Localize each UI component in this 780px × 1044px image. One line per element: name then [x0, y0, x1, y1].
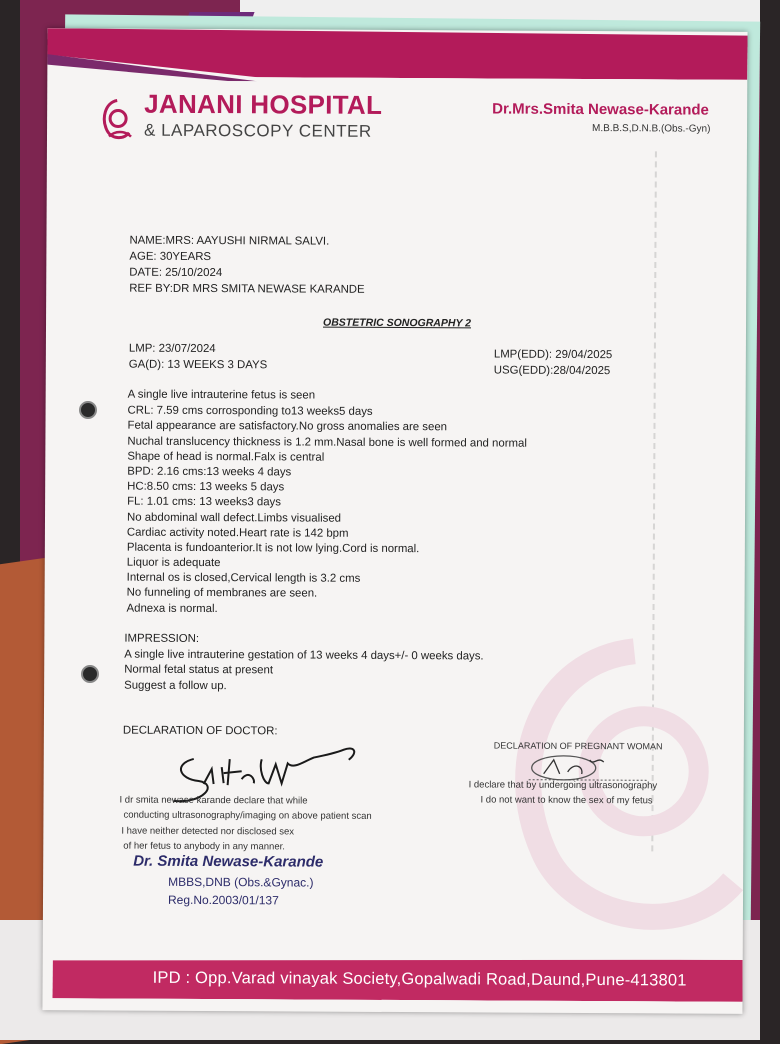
punch-hole — [79, 401, 97, 419]
finding-line: FL: 1.01 cms: 13 weeks3 days — [127, 495, 281, 509]
finding-line: Liquor is adequate — [126, 556, 221, 570]
report-date: DATE: 25/10/2024 — [129, 266, 223, 280]
patient-name: NAME:MRS: AAYUSHI NIRMAL SALVI. — [129, 234, 330, 248]
finding-line: Nuchal translucency thickness is 1.2 mm.Nasal bone is well formed and normal — [127, 435, 527, 450]
hospital-logo-icon — [99, 96, 135, 144]
hospital-subtitle: & LAPAROSCOPY CENTER — [143, 120, 372, 141]
finding-line: Placenta is fundoanterior.It is not low lying.Cord is normal. — [126, 541, 420, 556]
finding-line: Adnexa is normal. — [126, 602, 218, 616]
impression-line: Suggest a follow up. — [124, 679, 227, 693]
impression-line: A single live intrauterine gestation of 13 weeks 4 days+/- 0 weeks days. — [124, 648, 484, 663]
finding-line: CRL: 7.59 cms corrosponding to13 weeks5 days — [127, 404, 373, 418]
report-title: OBSTETRIC SONOGRAPHY 2 — [323, 316, 472, 330]
report-paper — [42, 28, 747, 1014]
finding-line: Internal os is closed,Cervical length is 3.2 cms — [126, 571, 361, 585]
finding-line: Shape of head is normal.Falx is central — [127, 450, 325, 464]
finding-line: No abdominal wall defect.Limbs visualised — [126, 511, 342, 525]
doctor-declaration-line: I dr smita newase karande declare that while — [119, 794, 308, 807]
doctor-name: Dr.Mrs.Smita Newase-Karande — [492, 100, 709, 119]
impression-heading: IMPRESSION: — [124, 632, 200, 645]
footer-address: IPD : Opp.Varad vinayak Society,Gopalwadi Road,Daund,Pune-413801 — [152, 968, 687, 990]
doctor-declaration-line: of her fetus to anybody in any manner. — [123, 840, 285, 853]
lmp-edd: LMP(EDD): 29/04/2025 — [493, 348, 613, 362]
finding-line: Fetal appearance are satisfactory.No gross anomalies are seen — [127, 419, 448, 434]
gestational-age: GA(D): 13 WEEKS 3 DAYS — [128, 358, 268, 372]
doctor-declaration-line: conducting ultrasonography/imaging on above patient scan — [123, 809, 372, 822]
stamp-registration: Reg.No.2003/01/137 — [167, 892, 279, 908]
referred-by: REF BY:DR MRS SMITA NEWASE KARANDE — [129, 282, 365, 296]
doctor-declaration-line: I have neither detected nor disclosed sex — [121, 825, 295, 838]
patient-age: AGE: 30YEARS — [129, 250, 212, 264]
woman-declaration-heading: DECLARATION OF PREGNANT WOMAN — [493, 740, 663, 752]
finding-line: BPD: 2.16 cms:13 weeks 4 days — [127, 465, 292, 479]
punch-hole — [81, 665, 99, 683]
finding-line: A single live intrauterine fetus is seen — [127, 388, 316, 402]
hospital-name: JANANI HOSPITAL — [144, 88, 383, 120]
usg-edd: USG(EDD):28/04/2025 — [493, 364, 611, 378]
doctor-declaration-heading: DECLARATION OF DOCTOR: — [122, 724, 278, 738]
finding-line: HC:8.50 cms: 13 weeks 5 days — [127, 480, 285, 494]
impression-line: Normal fetal status at present — [124, 663, 274, 677]
woman-declaration-line: I do not want to know the sex of my fetus — [480, 794, 653, 807]
woman-declaration-line: I declare that by undergoing ultrasonography — [468, 779, 658, 792]
finding-line: Cardiac activity noted.Heart rate is 142 bpm — [126, 526, 349, 540]
finding-line: No funneling of membranes are seen. — [126, 586, 318, 600]
doctor-qualification: M.B.B.S,D.N.B.(Obs.-Gyn) — [592, 123, 711, 135]
stamp-qualification: MBBS,DNB (Obs.&Gynac.) — [168, 874, 314, 890]
lmp: LMP: 23/07/2024 — [128, 342, 216, 356]
stamp-doctor-name: Dr. Smita Newase-Karande — [133, 852, 324, 871]
